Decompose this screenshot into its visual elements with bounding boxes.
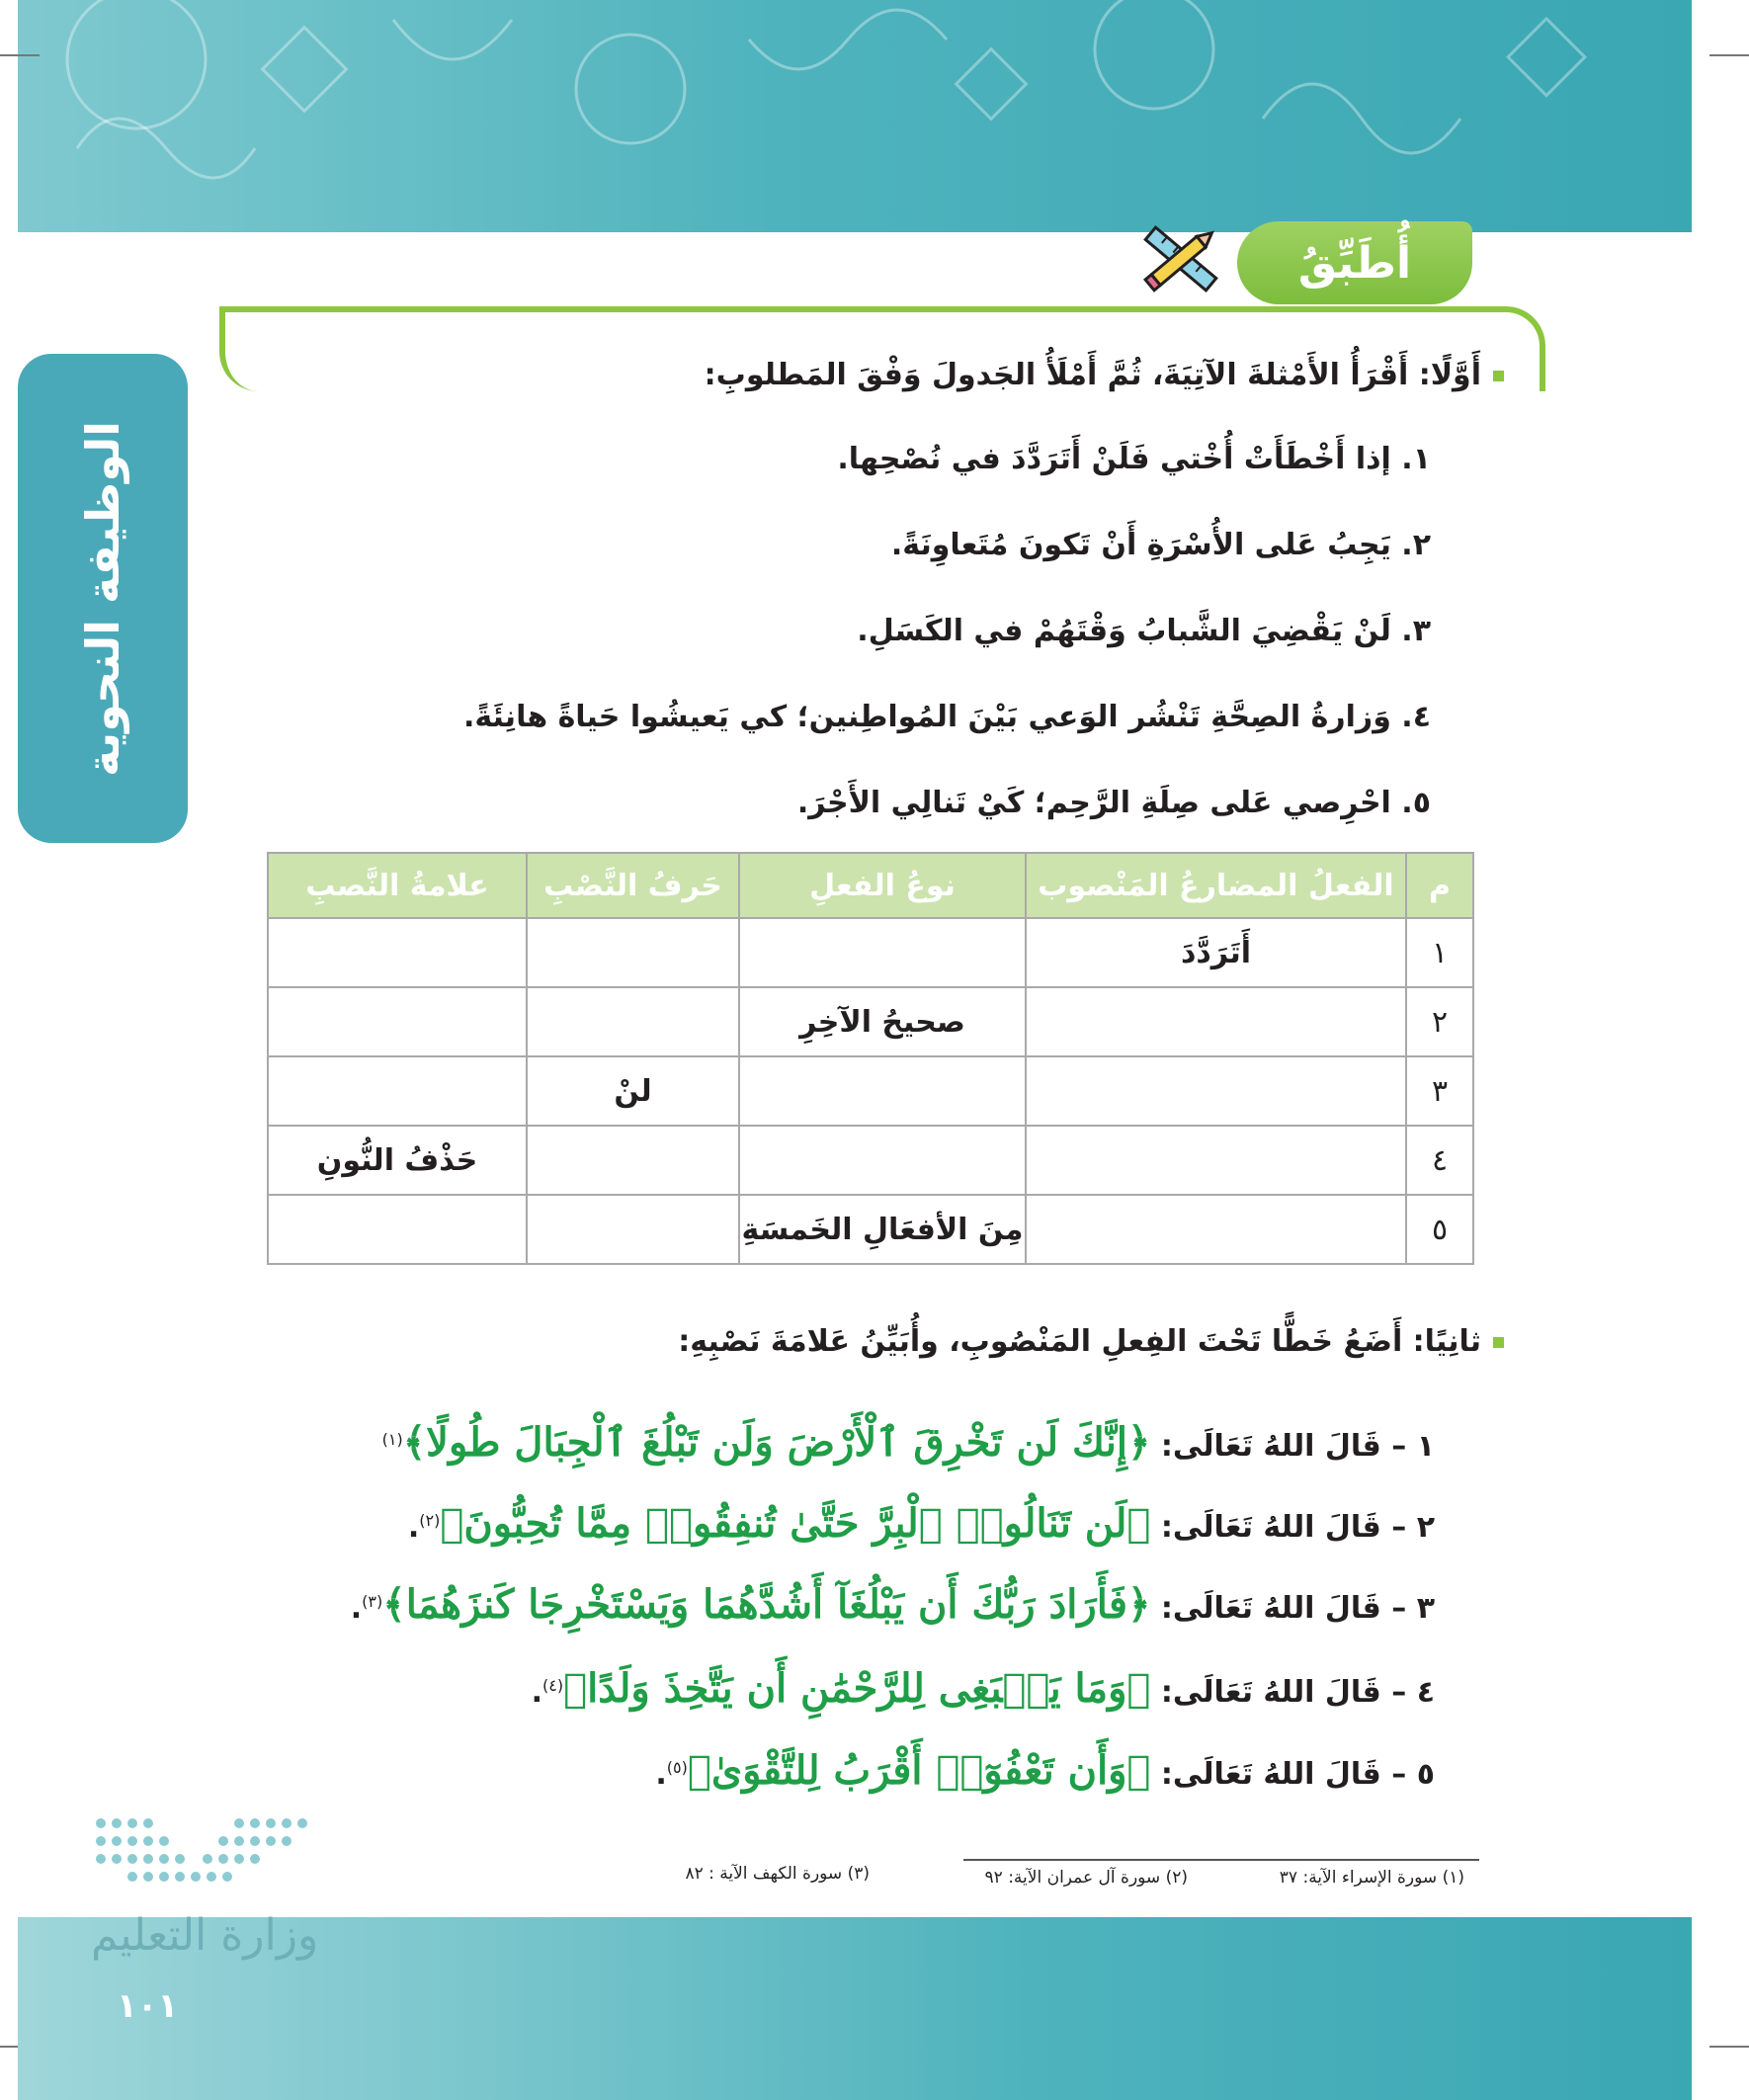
table-row xyxy=(268,1195,1473,1264)
quran-text: ﴿وَمَا يَنۢبَغِى لِلرَّحْمَٰنِ أَن يَتَّخِذَ وَلَدًا﴾ xyxy=(563,1665,1151,1712)
table-cell: ١ xyxy=(1406,918,1473,987)
crop-mark xyxy=(0,54,40,56)
table-cell[interactable] xyxy=(268,1195,527,1264)
decorative-pattern xyxy=(18,0,1692,232)
table-cell[interactable] xyxy=(739,1126,1026,1195)
table-cell[interactable] xyxy=(268,918,527,987)
verse-3: ٣ – قَالَ اللهُ تَعَالَى: ﴿فَأَرَادَ رَبُّكَ أَن يَبْلُغَآ أَشُدَّهُمَا وَيَسْتَخْرِجَا كَنزَهُمَا﴾$^{(٣)}$. xyxy=(350,1581,1435,1628)
table-cell[interactable] xyxy=(268,987,527,1056)
crop-mark xyxy=(1709,2046,1749,2048)
quran-text: ﴿فَأَرَادَ رَبُّكَ أَن يَبْلُغَآ أَشُدَّهُمَا وَيَسْتَخْرِجَا كَنزَهُمَا﴾ xyxy=(382,1581,1151,1628)
sentence-4: ٤. وَزارةُ الصِحَّةِ تَنْشُر الوَعي بَيْنَ المُواطِنين؛ كي يَعيشُوا حَياةً هانِئَةً. xyxy=(462,700,1431,734)
table-cell: ٢ xyxy=(1406,987,1473,1056)
section-title: أُطَبِّقُ xyxy=(1237,221,1472,304)
header-verb-type: نوعُ الفعلِ xyxy=(739,853,1026,918)
side-tab xyxy=(18,354,188,843)
footnote-3: (٣) سورة الكهف الآية : ٨٢ xyxy=(685,1864,870,1884)
page-number: ١٠١ xyxy=(117,1986,179,2026)
table-cell[interactable] xyxy=(527,1195,739,1264)
verse-4: ٤ – قَالَ اللهُ تَعَالَى: ﴿وَمَا يَنۢبَغِى لِلرَّحْمَٰنِ أَن يَتَّخِذَ وَلَدًا﴾$^{(٤)}$. xyxy=(531,1665,1435,1712)
side-tab-label: الوظيفة النحوية xyxy=(76,420,129,777)
table-row xyxy=(268,987,1473,1056)
bullet-icon xyxy=(1493,371,1504,381)
quran-text: ﴿وَأَن تَعْفُوٓا۟ أَقْرَبُ لِلتَّقْوَىٰ﴾ xyxy=(687,1747,1151,1794)
verse-1: ١ – قَالَ اللهُ تَعَالَى: ﴿إِنَّكَ لَن تَخْرِقَ ٱلْأَرْضَ وَلَن تَبْلُغَ ٱلْجِبَالَ طُولًا﴾$^{(١)}$ xyxy=(381,1419,1435,1466)
bullet-icon xyxy=(1493,1337,1504,1348)
quran-text: ﴿إِنَّكَ لَن تَخْرِقَ ٱلْأَرْضَ وَلَن تَبْلُغَ ٱلْجِبَالَ طُولًا﴾ xyxy=(402,1419,1151,1466)
answer-table xyxy=(267,852,1474,1265)
quran-text: ﴿لَن تَنَالُوا۟ ٱلْبِرَّ حَتَّىٰ تُنفِقُوا۟ مِمَّا تُحِبُّونَ﴾ xyxy=(440,1500,1151,1547)
header-sign: علامةُ النَّصبِ xyxy=(268,853,527,918)
table-row xyxy=(268,1126,1473,1195)
verse-5: ٥ – قَالَ اللهُ تَعَالَى: ﴿وَأَن تَعْفُوٓا۟ أَقْرَبُ لِلتَّقْوَىٰ﴾$^{(٥)}$. xyxy=(655,1747,1435,1794)
table-cell[interactable]: صحيحُ الآخِرِ xyxy=(739,987,1026,1056)
table-row xyxy=(268,1056,1473,1126)
table-cell[interactable] xyxy=(1026,1195,1406,1264)
sentence-5: ٥. احْرِصي عَلى صِلَةِ الرَّحِم؛ كَيْ تَنالِي الأَجْرَ. xyxy=(796,786,1431,820)
crop-mark xyxy=(1709,54,1749,56)
table-cell[interactable] xyxy=(1026,1126,1406,1195)
pencil-ruler-icon xyxy=(1136,219,1225,298)
footnote-2: (٢) سورة آل عمران الآية: ٩٢ xyxy=(984,1868,1188,1888)
table-cell: ٥ xyxy=(1406,1195,1473,1264)
table-row xyxy=(268,918,1473,987)
sentence-1: ١. إذا أَخْطَأَتْ أُخْتي فَلَنْ أَتَرَدَّدَ في نُصْحِها. xyxy=(837,442,1431,476)
verse-2: ٢ – قَالَ اللهُ تَعَالَى: ﴿لَن تَنَالُوا۟ ٱلْبِرَّ حَتَّىٰ تُنفِقُوا۟ مِمَّا تُحِبُّونَ﴾$^{(٢)}$. xyxy=(407,1500,1435,1547)
table-cell[interactable] xyxy=(739,918,1026,987)
table-cell[interactable] xyxy=(739,1056,1026,1126)
table-cell[interactable] xyxy=(527,918,739,987)
header-index: م xyxy=(1406,853,1473,918)
table-cell: ٤ xyxy=(1406,1126,1473,1195)
part2-instruction: ثانِيًا: أَضَعُ خَطًّا تَحْتَ الفِعلِ المَنْصُوبِ، وأُبَيِّنُ عَلامَةَ نَصْبِهِ: xyxy=(678,1324,1504,1359)
table-cell[interactable] xyxy=(527,987,739,1056)
table-cell[interactable]: أَتَرَدَّدَ xyxy=(1026,918,1406,987)
table-cell: ٣ xyxy=(1406,1056,1473,1126)
table-cell[interactable] xyxy=(1026,987,1406,1056)
footnote-1: (١) سورة الإسراء الآية: ٣٧ xyxy=(1279,1868,1464,1888)
ministry-name: وزارة التعليم xyxy=(91,1910,319,1961)
footnote-divider xyxy=(963,1859,1479,1861)
table-cell[interactable] xyxy=(1026,1056,1406,1126)
header-verb: الفعلُ المضارعُ المَنْصوب xyxy=(1026,853,1406,918)
table-cell[interactable] xyxy=(527,1126,739,1195)
part1-instruction: أَوَّلًا: أَقْرَأُ الأَمْثلةَ الآتِيَةَ، ثُمَّ أَمْلَأُ الجَدولَ وَفْقَ المَطلوبِ: xyxy=(705,358,1504,392)
sentence-3: ٣. لَنْ يَقْضِيَ الشَّبابُ وَقْتَهُمْ في الكَسَلِ. xyxy=(857,614,1431,648)
table-cell[interactable]: لنْ xyxy=(527,1056,739,1126)
header-particle: حَرفُ النَّصْبِ xyxy=(527,853,739,918)
sentence-2: ٢. يَجِبُ عَلى الأُسْرَةِ أَنْ تَكونَ مُتَعاوِنَةً. xyxy=(890,528,1431,562)
table-cell[interactable]: حَذْفُ النُّونِ xyxy=(268,1126,527,1195)
top-banner xyxy=(18,0,1692,232)
table-cell[interactable]: مِنَ الأفعَالِ الخَمسَةِ xyxy=(739,1195,1026,1264)
table-header-row xyxy=(268,853,1473,918)
table-cell[interactable] xyxy=(268,1056,527,1126)
